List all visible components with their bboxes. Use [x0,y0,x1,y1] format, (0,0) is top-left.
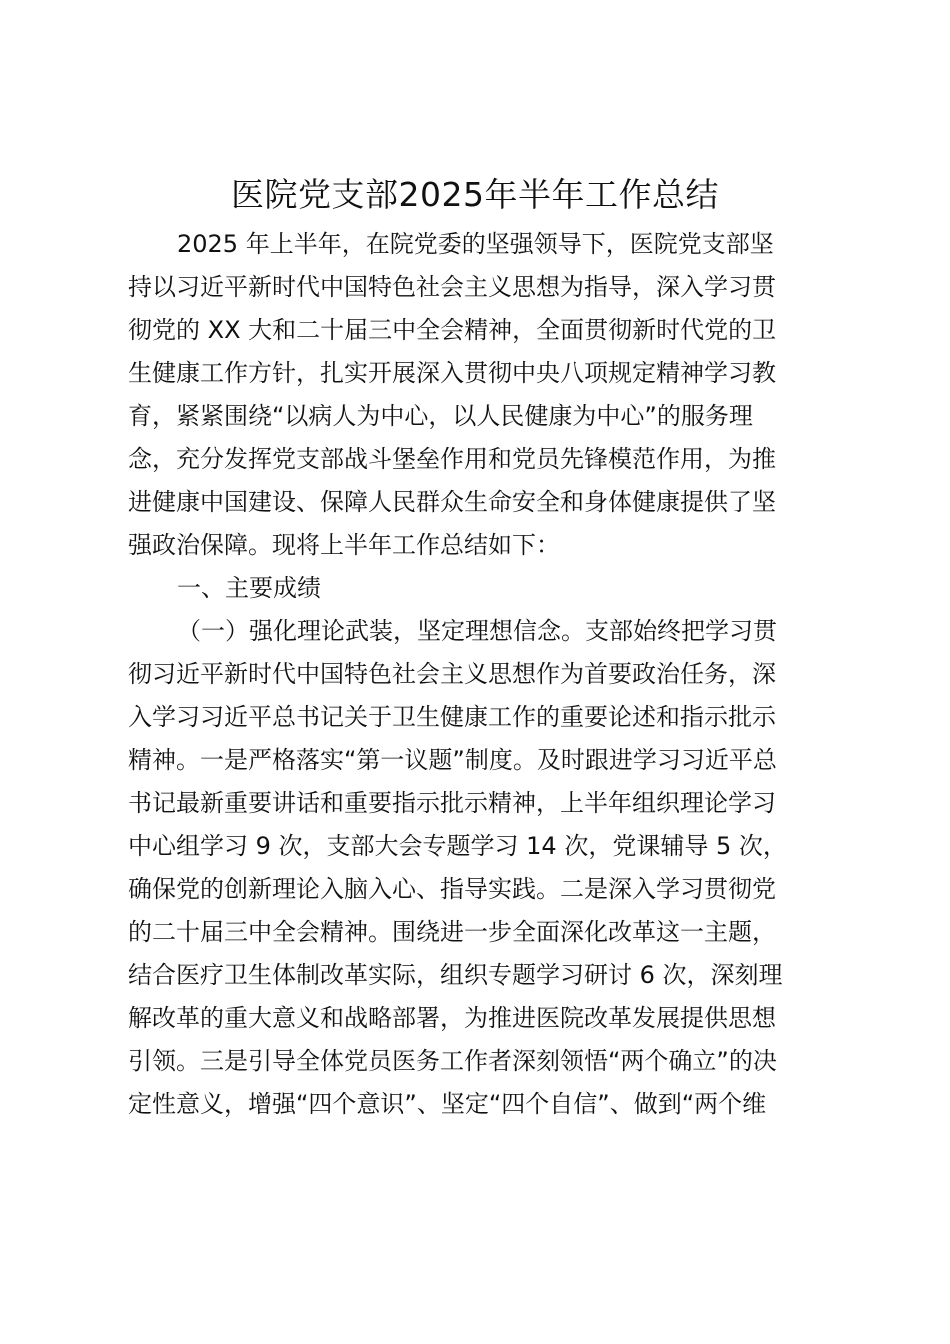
paragraph-line: 书记最新重要讲话和重要指示批示精神，上半年组织理论学习 [128,789,776,817]
paragraph-line: 2025 年上半年，在院党委的坚强领导下，医院党支部坚 [177,230,774,258]
paragraph-line: 解改革的重大意义和战略部署，为推进医院改革发展提供思想 [128,1004,776,1032]
document-body [128,223,828,1126]
paragraph-line: 引领。三是引导全体党员医务工作者深刻领悟“两个确立”的决 [128,1047,777,1075]
paragraph-line: 进健康中国建设、保障人民群众生命安全和身体健康提供了坚 [128,488,776,516]
paragraph-line: 强政治保障。现将上半年工作总结如下： [128,531,560,559]
paragraph-line: 彻党的 XX 大和二十届三中全会精神，全面贯彻新时代党的卫 [128,316,777,344]
paragraph-line: 确保党的创新理论入脑入心、指导实践。二是深入学习贯彻党 [128,875,776,903]
paragraph-line: 持以习近平新时代中国特色社会主义思想为指导，深入学习贯 [128,273,776,301]
paragraph-line: 育，紧紧围绕“以病人为中心，以人民健康为中心”的服务理 [128,402,753,430]
paragraph-line: 中心组学习 9 次，支部大会专题学习 14 次，党课辅导 5 次， [128,832,787,860]
paragraph-line: 入学习习近平总书记关于卫生健康工作的重要论述和指示批示 [128,703,776,731]
paragraph-line: 精神。一是严格落实“第一议题”制度。及时跟进学习习近平总 [128,746,777,774]
section-heading: 一、主要成绩 [177,574,321,602]
paragraph-line: 生健康工作方针，扎实开展深入贯彻中央八项规定精神学习教 [128,359,776,387]
paragraph-line: 定性意义，增强“四个意识”、坚定“四个自信”、做到“两个维 [128,1090,767,1118]
paragraph-line: 结合医疗卫生体制改革实际，组织专题学习研讨 6 次，深刻理 [128,961,783,989]
paragraph-line: 念，充分发挥党支部战斗堡垒作用和党员先锋模范作用，为推 [128,445,776,473]
paragraph-line: 彻习近平新时代中国特色社会主义思想作为首要政治任务，深 [128,660,776,688]
document-title: 医院党支部2025年半年工作总结 [231,175,719,214]
paragraph-line: （一）强化理论武装，坚定理想信念。支部始终把学习贯 [177,617,777,645]
paragraph-line: 的二十届三中全会精神。围绕进一步全面深化改革这一主题， [128,918,776,946]
